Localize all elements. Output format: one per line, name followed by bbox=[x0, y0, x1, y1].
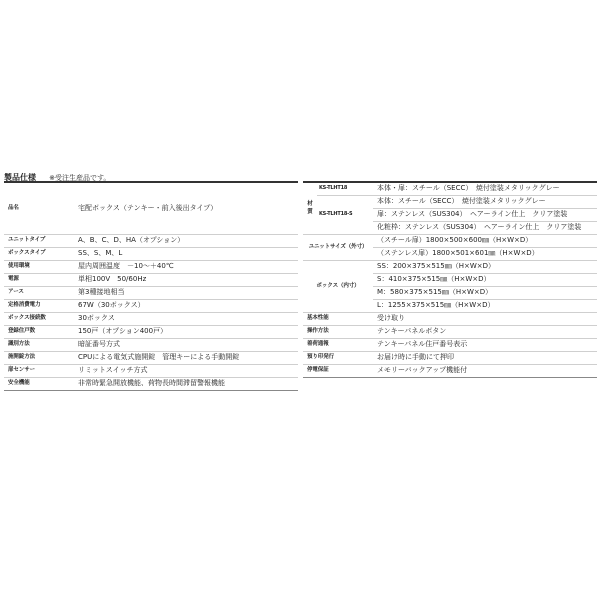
spec-row-rated-power bbox=[4, 299, 298, 312]
row-label: 品名 bbox=[4, 182, 74, 234]
box-size-row-ss bbox=[303, 260, 597, 273]
spec-row-door-sensor bbox=[4, 364, 298, 377]
unit-size-label: ユニットサイズ（外寸） bbox=[303, 234, 373, 260]
row-value: メモリーバックアップ機能付 bbox=[373, 364, 597, 377]
spec-row-identification bbox=[4, 338, 298, 351]
spec-row-power-failure bbox=[303, 364, 597, 377]
row-label: 識別方法 bbox=[4, 338, 74, 351]
row-value: 150戸（オプション400戸） bbox=[74, 325, 298, 338]
material-label: 材質 bbox=[307, 200, 313, 215]
row-label: 安全機能 bbox=[4, 377, 74, 390]
row-label: 着荷通報 bbox=[303, 338, 373, 351]
spec-row-box-type bbox=[4, 247, 298, 260]
spec-row-basic-performance bbox=[303, 312, 597, 325]
material-value: 化粧枠：ステンレス（SUS304） ヘアーライン仕上 クリア塗装 bbox=[373, 221, 597, 234]
row-label: 登録住戸数 bbox=[4, 325, 74, 338]
material-row-model-a bbox=[303, 182, 597, 195]
model-label: KS-TLHT18 bbox=[317, 182, 373, 195]
box-size-value: M：580×375×515㎜（H×W×D） bbox=[373, 286, 597, 299]
spec-row-unit-type bbox=[4, 234, 298, 247]
row-value: 第3種接地相当 bbox=[74, 286, 298, 299]
row-label: 使用環境 bbox=[4, 260, 74, 273]
material-category bbox=[303, 182, 317, 234]
row-value: 宅配ボックス（テンキー・前入後出タイプ） bbox=[74, 182, 298, 234]
row-label: 定格消費電力 bbox=[4, 299, 74, 312]
material-row-model-b-body bbox=[303, 195, 597, 208]
row-value: 67W（30ボックス） bbox=[74, 299, 298, 312]
row-value: A、B、C、D、HA（オプション） bbox=[74, 234, 298, 247]
row-label: ボックスタイプ bbox=[4, 247, 74, 260]
row-value: 非常時緊急開放機能、荷物長時間滞留警報機能 bbox=[74, 377, 298, 390]
box-size-value: S：410×375×515㎜（H×W×D） bbox=[373, 273, 597, 286]
row-label: 操作方法 bbox=[303, 325, 373, 338]
model-label: KS-TLHT18-S bbox=[317, 195, 373, 234]
spec-title: 製品仕様 bbox=[4, 173, 36, 182]
spec-row-registered-units bbox=[4, 325, 298, 338]
row-label: アース bbox=[4, 286, 74, 299]
row-label: ユニットタイプ bbox=[4, 234, 74, 247]
spec-row-receipt-stamp bbox=[303, 351, 597, 364]
row-label: ボックス接続数 bbox=[4, 312, 74, 325]
row-label: 電源 bbox=[4, 273, 74, 286]
custom-order-note: ※受注生産品です。 bbox=[49, 174, 111, 182]
row-value: テンキーパネル住戸番号表示 bbox=[373, 338, 597, 351]
row-value: 暗証番号方式 bbox=[74, 338, 298, 351]
material-value: 本体：スチール（SECC） 焼付塗装メタリックグレー bbox=[373, 195, 597, 208]
row-label: 基本性能 bbox=[303, 312, 373, 325]
box-size-value: L：1255×375×515㎜（H×W×D） bbox=[373, 299, 597, 312]
spec-table-left bbox=[4, 181, 298, 391]
row-value: 屋内周囲温度 －10～＋40℃ bbox=[74, 260, 298, 273]
box-size-value: SS：200×375×515㎜（H×W×D） bbox=[373, 260, 597, 273]
material-value: 本体・扉：スチール（SECC） 焼付塗装メタリックグレー bbox=[373, 182, 597, 195]
unit-size-value: （スチール扉）1800×500×600㎜（H×W×D） bbox=[373, 234, 597, 247]
spec-row-ground bbox=[4, 286, 298, 299]
unit-size-value: （ステンレス扉）1800×501×601㎜（H×W×D） bbox=[373, 247, 597, 260]
row-label: 預り印発行 bbox=[303, 351, 373, 364]
row-value: SS、S、M、L bbox=[74, 247, 298, 260]
row-label: 停電保証 bbox=[303, 364, 373, 377]
row-value: 受け取り bbox=[373, 312, 597, 325]
row-label: 施開錠方法 bbox=[4, 351, 74, 364]
spec-header bbox=[4, 169, 110, 181]
box-size-label: ボックス（内寸） bbox=[303, 260, 373, 312]
row-value: リミットスイッチ方式 bbox=[74, 364, 298, 377]
row-value: お届け時に手動にて押印 bbox=[373, 351, 597, 364]
spec-row-lock-method bbox=[4, 351, 298, 364]
spec-table-right bbox=[303, 181, 597, 378]
spec-row-power-source bbox=[4, 273, 298, 286]
spec-row-box-connections bbox=[4, 312, 298, 325]
row-value: 30ボックス bbox=[74, 312, 298, 325]
spec-row-safety bbox=[4, 377, 298, 390]
row-value: テンキーパネルボタン bbox=[373, 325, 597, 338]
spec-row-environment bbox=[4, 260, 298, 273]
material-value: 扉：ステンレス（SUS304） ヘアーライン仕上 クリア塗装 bbox=[373, 208, 597, 221]
row-label: 扉センサー bbox=[4, 364, 74, 377]
spec-row-operation bbox=[303, 325, 597, 338]
spec-row-product-name bbox=[4, 182, 298, 234]
row-value: CPUによる電気式施開錠 管理キーによる手動開錠 bbox=[74, 351, 298, 364]
spec-row-arrival-notice bbox=[303, 338, 597, 351]
unit-size-row-steel bbox=[303, 234, 597, 247]
row-value: 単相100V 50/60Hz bbox=[74, 273, 298, 286]
